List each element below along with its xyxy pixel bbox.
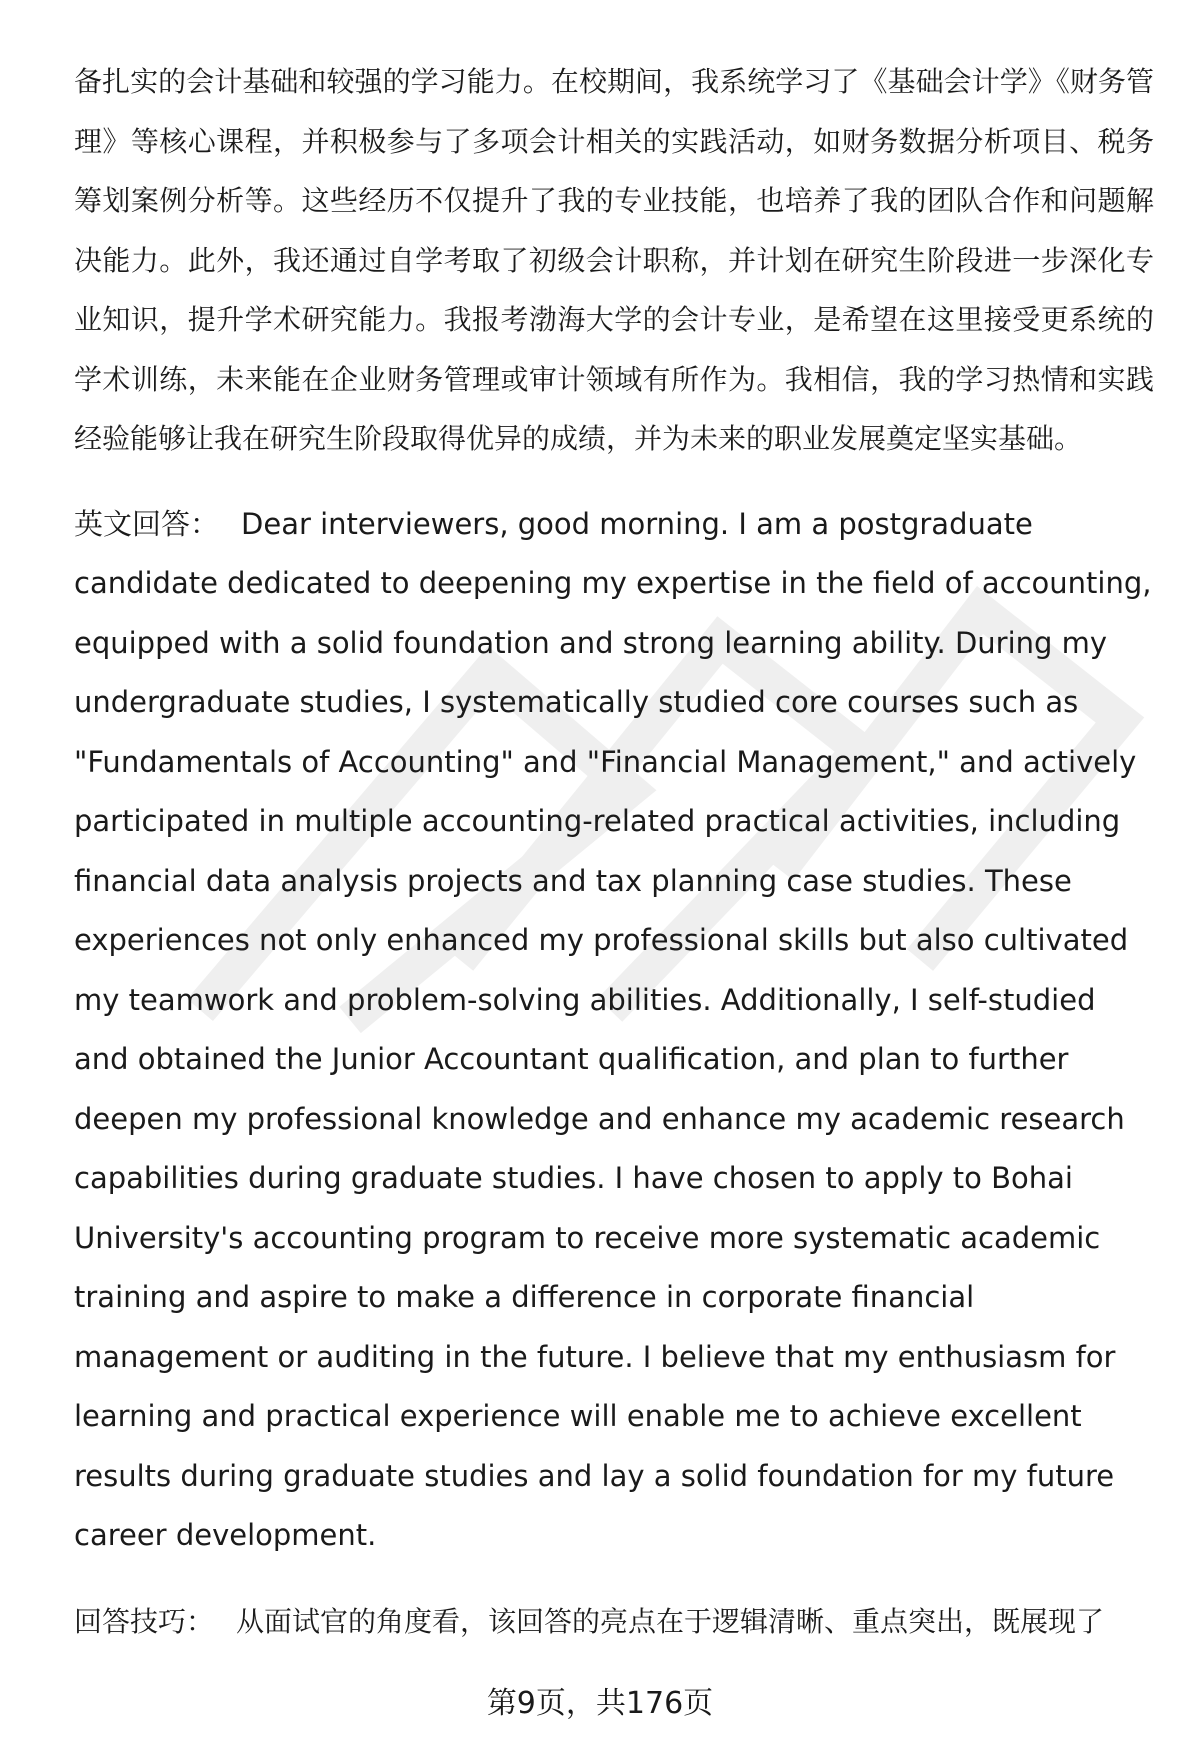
english-answer-paragraph	[74, 495, 1154, 1566]
answer-tips-text: 从面试官的角度看，该回答的亮点在于逻辑清晰、重点突出，既展现了	[236, 1604, 1105, 1638]
answer-tips-paragraph	[74, 1592, 1154, 1652]
answer-tips-label: 回答技巧：	[74, 1604, 215, 1638]
english-answer-text: Dear interviewers, good morning. I am a postgraduate candidate dedicated to deepening my expertise in the field of accounting, equipped with a solid foundation and strong learning ability. During my undergraduate studies, I systematically studied core courses such as "Fundamentals of Accounting" and "Financial Management," and actively participated in multiple accounting-related practical activities, including financial data analysis projects and tax planning case studies. These experiences not only enhanced my professional skills but also cultivated my teamwork and problem-solving abilities. Additionally, I self-studied and obtained the Junior Accountant qualification, and plan to further deepen my professional knowledge and enhance my academic research capabilities during graduate studies. I have chosen to apply to Bohai University's accounting program to receive more systematic academic training and aspire to make a difference in corporate financial management or auditing in the future. I believe that my enthusiasm for learning and practical experience will enable me to achieve excellent results during graduate studies and lay a solid foundation for my future career development.	[74, 506, 1152, 1552]
page-indicator: 第9页，共176页	[486, 1686, 714, 1721]
english-answer-label: 英文回答：	[74, 506, 220, 541]
chinese-answer-paragraph: 备扎实的会计基础和较强的学习能力。在校期间，我系统学习了《基础会计学》《财务管理》等核心课程，并积极参与了多项会计相关的实践活动，如财务数据分析项目、税务筹划案例分析等。这些经历不仅提升了我的专业技能，也培养了我的团队合作和问题解决能力。此外，我还通过自学考取了初级会计职称，并计划在研究生阶段进一步深化专业知识，提升学术研究能力。我报考渤海大学的会计专业，是希望在这里接受更系统的学术训练，未来能在企业财务管理或审计领域有所作为。我相信，我的学习热情和实践经验能够让我在研究生阶段取得优异的成绩，并为未来的职业发展奠定坚实基础。	[74, 65, 1154, 455]
document-page	[74, 52, 1154, 1651]
